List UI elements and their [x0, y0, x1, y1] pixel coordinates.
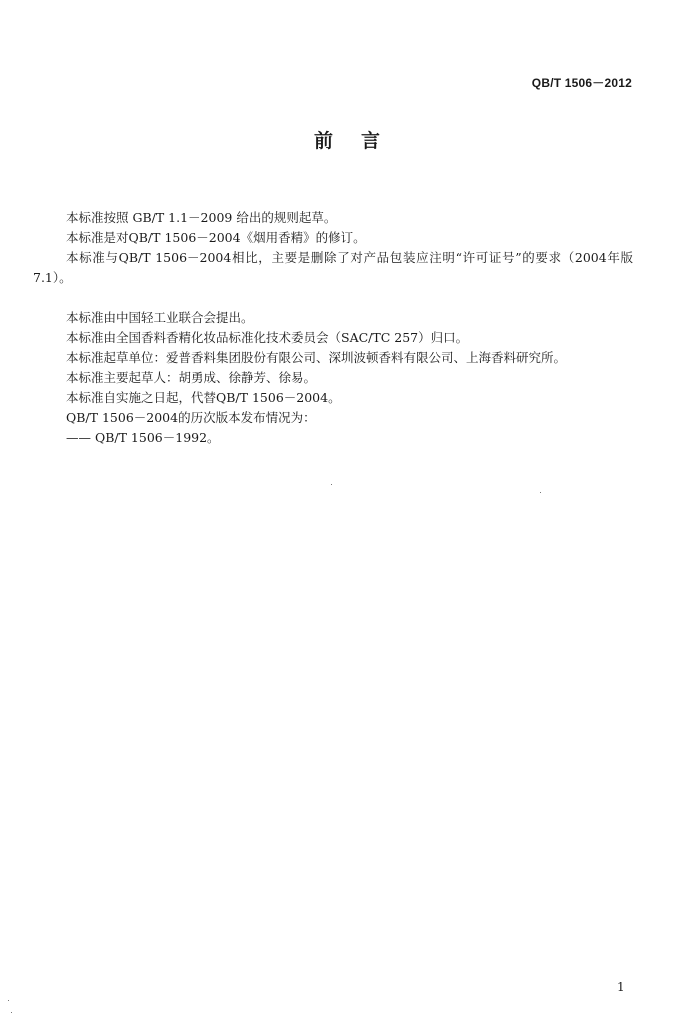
- foreword-body: [33, 208, 633, 448]
- scan-speck: [8, 1000, 9, 1001]
- scan-speck: [331, 484, 332, 485]
- page-title: 前言: [313, 130, 408, 152]
- paragraph-drafting-rules: 本标准按照 GB/T 1.1－2009 给出的规则起草。: [66, 210, 337, 225]
- paragraph-main-drafters: 本标准主要起草人：胡勇成、徐静芳、徐易。: [66, 370, 317, 385]
- scan-speck: [11, 1012, 12, 1013]
- paragraph-revision-of: 本标准是对QB/T 1506－2004《烟用香精》的修订。: [66, 230, 366, 245]
- scan-speck: [540, 492, 541, 493]
- paragraph-changes: 本标准与QB/T 1506－2004相比，主要是删除了对产品包装应注明“许可证号”的要求（2004年版7.1）。: [33, 250, 633, 285]
- paragraph-edition-history: QB/T 1506－2004的历次版本发布情况为：: [66, 410, 316, 425]
- paragraph-centralized-by: 本标准由全国香料香精化妆品标准化技术委员会（SAC/TC 257）归口。: [66, 330, 469, 345]
- page-number: 1: [617, 980, 625, 994]
- paragraph-replaces: 本标准自实施之日起，代替QB/T 1506－2004。: [66, 390, 341, 405]
- paragraph-proposed-by: 本标准由中国轻工业联合会提出。: [66, 310, 254, 325]
- paragraph-spacer: [33, 288, 633, 308]
- paragraph-previous-edition: —— QB/T 1506－1992。: [66, 430, 220, 445]
- standard-code-header: QB/T 1506－2012: [531, 76, 632, 90]
- paragraph-drafting-units: 本标准起草单位：爱普香料集团股份有限公司、深圳波顿香料有限公司、上海香料研究所。: [66, 350, 567, 365]
